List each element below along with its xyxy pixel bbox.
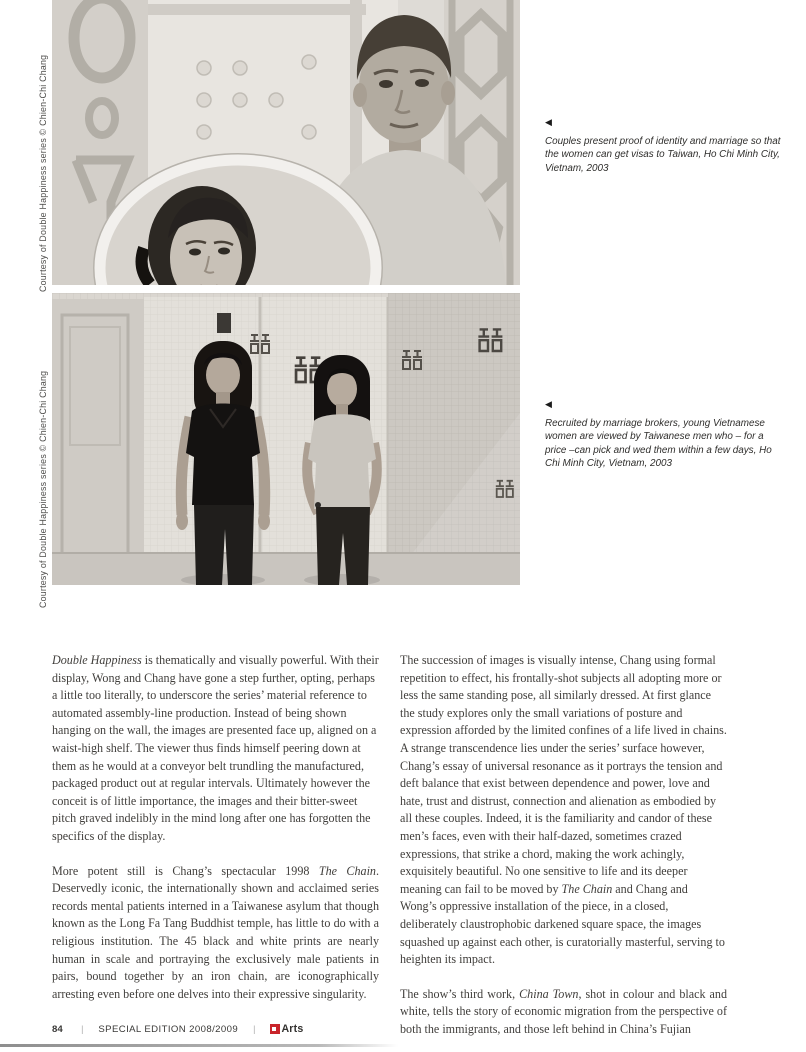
photo1-caption-text: Couples present proof of identity and marriage so that the women can get visas to Taiwan, Ho Chi Minh City, Vietnam, 2003 [545,136,781,174]
photo1-illustration [52,0,520,285]
photo2-caption [545,400,787,471]
caption-left-arrow-icon: ◀ [545,399,552,409]
photo1-credit-vertical: Courtesy of Double Happiness series © Chien-Chi Chang [38,54,48,292]
brand-name: Arts [281,1023,304,1035]
article-paragraph: The succession of images is visually intense, Chang using formal repetition to effect, his frontally-shot subjects all adopting more or less the same standing pose, all similarly dressed. At first glance the study explores only the small variations of posture and expression afforded by the limited confines of a life lived in chains. A strange transcendence lies under the series’ surface however, Chang’s essay of universal resonance as it portrays the tension and deft balance that exist between dependence and power, love and hate, trust and distrust, connection and alienation as embodied by all these couples. Indeed, it is the familiarity and candor of these men’s faces, even with their half-dazed, sometimes crazed expressions, that strike a chord, making the work achingly, exquisitely beautiful. No one sensitive to life and its deeper meaning can fail to be moved by The Chain and Chang and Wong’s oppressive installation of the piece, in a closed, deliberately claustrophobic darkened square space, the images squashed up against each other, is curatorially masterful, serving to heighten its impact. [400,653,727,967]
photo2-caption-text: Recruited by marriage brokers, young Vietnamese women are viewed by Taiwanese men who – for a price –can pick and wed them within a few days, Ho Chi Minh City, Vietnam, 2003 [545,418,772,470]
edition-label: SPECIAL EDITION 2008/2009 [98,1023,239,1035]
caption-left-arrow-icon: ◀ [545,117,552,127]
article-paragraph: More potent still is Chang’s spectacular 1998 The Chain. Deservedly iconic, the internationally shown and acclaimed series records mental patients interned in a Taiwanese asylum that though known as the Long Fa Tang Buddhist temple, has little to do with a religious institution. The 45 black and white prints are nearly human in scale and portraying the exclusively male patients in pairs, bound together by an iron chain, are iconographically arresting even before one delves into their expressive singularity. [52,863,380,1001]
footer-divider: | [81,1024,83,1034]
photo-two-women [52,293,520,585]
photo2-illustration [52,293,520,585]
photo1-caption [545,118,787,175]
photo-couple-window-mirror [52,0,520,285]
article-column-right [400,652,727,1052]
page-bottom-edge [0,1044,398,1047]
page-footer [52,1023,303,1035]
article-column-left [52,652,379,1020]
c-arts-logo-icon [270,1024,280,1034]
article-paragraph: Double Happiness is thematically and visually powerful. With their display, Wong and Chang have gone a step further, opting, perhaps a little too literally, to underscore the series’ material reference to automated assembly-line production. Instead of being shown hanging on the wall, the images are presented face up, aligned on a waist-high shelf. The viewer thus finds himself peering down at them as he would at a conveyor belt trundling the manufactured, packaged product out at regular intervals. Ultimately however the conceit is of little importance, the images and their bitter-sweet pitch graved indelibly in the mind long after one has forgotten the specifics of the display. [52,653,379,843]
article-paragraph: The show’s third work, China Town, shot in colour and black and white, tells the story of economic migration from the perspective of both the immigrants, and those left behind in China’s Fujian [400,986,727,1036]
footer-divider: | [253,1024,256,1034]
photo2-credit-vertical: Courtesy of Double Happiness series © Chien-Chi Chang [38,370,48,608]
page-number: 84 [52,1023,63,1035]
c-arts-brand [270,1023,303,1035]
